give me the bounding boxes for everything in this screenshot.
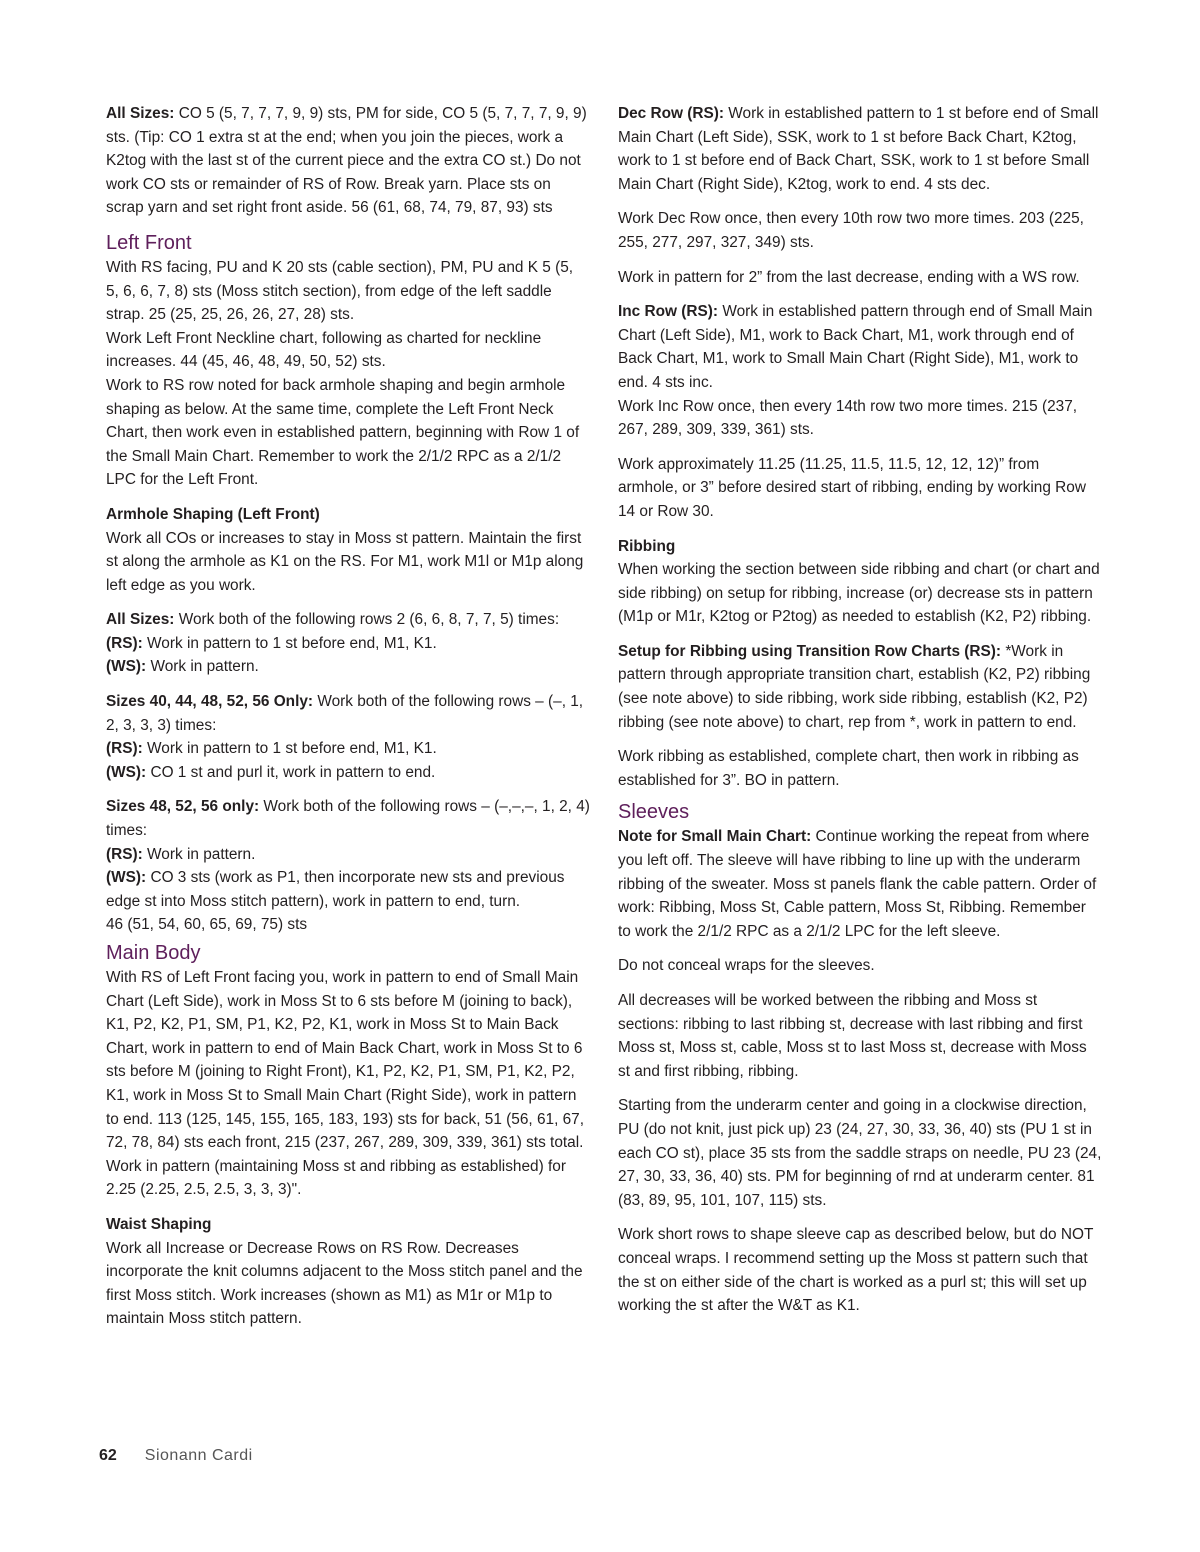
all-sizes-rows-paragraph (106, 608, 590, 679)
armhole-paragraph (106, 503, 590, 597)
armhole-heading: Armhole Shaping (Left Front) (106, 505, 320, 523)
sizes-48-text: Work both of the following rows – (–,–,–, 1, 2, 4) times: (106, 798, 590, 840)
work-2in-paragraph: Work in pattern for 2” from the last decrease, ending with a WS row. (618, 268, 1080, 286)
left-front-line-3: Work to RS row noted for back armhole shaping and begin armhole shaping as below. At the same time, complete the Left Front Neck Chart, then work even in established pattern, beginning with Row 1 of the Small Main Chart. Remember to work the 2/1/2 RPC as a 2/1/2 LPC for the Left Front. (106, 376, 580, 489)
ribbing-text: When working the section between side ribbing and chart (or chart and side ribbing) on setup for ribbing, increase (or) decrease sts in pattern (M1p or M1r, K2tog or P2tog) as needed to establish (K2, P2) ribbing. (618, 561, 1100, 626)
rs-text: Work in pattern to 1 st before end, M1, K1. (142, 634, 437, 652)
short-rows-paragraph: Work short rows to shape sleeve cap as described below, but do NOT conceal wraps. I recommend setting up the Moss st pattern such that the st on either side of the chart is worked as a purl st; this will set up working the st after the W&T as K1. (618, 1226, 1094, 1315)
ribbing-paragraph (618, 535, 1102, 629)
sleeves-note-text: Continue working the repeat from where you left off. The sleeve will have ribbing to line up with the underarm ribbing of the sweater. Moss st panels flank the cable pattern. Order of work: Ribbing, Moss St, Cable pattern, Moss St, Ribbing. Remember to work the 2/1/2 RPC as a 2/1/2 LPC for the left sleeve. (618, 828, 1097, 940)
rs-text: Work in pattern. (142, 845, 256, 863)
left-front-paragraph (106, 256, 590, 492)
sleeves-heading: Sleeves (618, 801, 690, 824)
dec-row-paragraph (618, 102, 1102, 196)
setup-paragraph (618, 640, 1102, 734)
ws-text: CO 1 st and purl it, work in pattern to end. (146, 763, 436, 781)
ws-text: CO 3 sts (work as P1, then incorporate new sts and previous edge st into Moss stitch pattern), work in pattern to end, turn. (106, 869, 565, 910)
rs-label: (RS): (106, 740, 143, 758)
page-footer (99, 1447, 253, 1465)
rs-label: (RS): (106, 634, 143, 652)
main-body-paragraph: With RS of Left Front facing you, work in pattern to end of Small Main Chart (Left Side), work in Moss St to 6 sts before M (joining to back), K1, P2, K2, P1, SM, P1, K2, P2, K1, work in Moss St to Main Back Chart, work in pattern to end of Main Back Chart, work in Moss St to 6 sts before M (joining to Right Front), K1, P2, K2, P1, SM, P1, K2, P2, K1, work in Moss St to Small Main Chart (Right Side), work in pattern to end. 113 (125, 145, 155, 165, 183, 193) sts for back, 51 (56, 61, 67, 72, 78, 84) sts each front, 215 (237, 267, 289, 309, 339, 361) sts total. Work in pattern (maintaining Moss st and ribbing as established) for 2.25 (2.25, 2.5, 2.5, 3, 3, 3)". (106, 969, 585, 1199)
dec-once-paragraph: Work Dec Row once, then every 10th row two more times. 203 (225, 255, 277, 297, 327, 349) sts. (618, 210, 1084, 251)
ws-label: (WS): (106, 658, 147, 676)
setup-label: Setup for Ribbing using Transition Row Charts (RS): (618, 642, 1002, 660)
starting-paragraph: Starting from the underarm center and going in a clockwise direction, PU (do not knit, just pick up) 23 (24, 27, 30, 33, 36, 40) sts (PU 1 st in each CO st), place 35 sts from the saddle straps on needle, PU 23 (24, 27, 30, 33, 36, 40) sts. PM for beginning of rnd at underarm center. 81 (83, 89, 95, 101, 107, 115) sts. (618, 1097, 1102, 1209)
all-sizes-label: All Sizes: (106, 105, 175, 122)
setup-text: *Work in pattern through appropriate transition chart, establish (K2, P2) ribbing (see note above) to side ribbing, work side ribbing, establish (K2, P2) ribbing (see note above) to chart, rep from *, work in pattern to end. (618, 642, 1091, 731)
approx-paragraph: Work approximately 11.25 (11.25, 11.5, 11.5, 12, 12, 12)” from armhole, or 3” before desired start of ribbing, ending by working Row 14 or Row 30. (618, 455, 1086, 520)
ribbing-heading: Ribbing (618, 537, 676, 555)
waist-paragraph (106, 1213, 590, 1331)
ws-label: (WS): (106, 869, 147, 887)
sizes-40-label: Sizes 40, 44, 48, 52, 56 Only: (106, 693, 314, 711)
rs-label: (RS): (106, 845, 143, 863)
sleeves-note-paragraph (618, 825, 1102, 943)
inc-row-label: Inc Row (RS): (618, 303, 719, 321)
waist-text: Work all Increase or Decrease Rows on RS Row. Decreases incorporate the knit columns adjacent to the Moss stitch panel and the first Moss stitch. Work increases (shown as M1) as M1r or M1p to maintain Moss stitch pattern. (106, 1239, 583, 1328)
page-number: 62 (99, 1447, 117, 1464)
ws-label: (WS): (106, 763, 147, 781)
stitch-count: 46 (51, 54, 60, 65, 69, 75) sts (106, 916, 308, 934)
inc-row-paragraph (618, 300, 1102, 394)
inc-row-text: Work in established pattern through end of Small Main Chart (Left Side), M1, work to Back Chart, M1, work through end of Back Chart, M1, work to Small Main Chart (Right Side), M1, work to end. 4 sts inc. (618, 303, 1093, 391)
right-column (618, 102, 1102, 1329)
left-front-heading: Left Front (106, 231, 192, 254)
left-front-line-1: With RS facing, PU and K 20 sts (cable section), PM, PU and K 5 (5, 5, 6, 6, 7, 8) sts (Moss stitch section), from edge of the left saddle strap. 25 (25, 25, 26, 26, 27, 28) sts. (106, 258, 574, 324)
dec-row-label: Dec Row (RS): (618, 105, 725, 122)
ws-text: Work in pattern. (146, 658, 259, 676)
all-sizes-rows-text: Work both of the following rows 2 (6, 6, 8, 7, 7, 5) times: (174, 611, 560, 629)
main-body-heading: Main Body (106, 942, 201, 964)
sizes-40-text: Work both of the following rows – (–, 1, 2, 3, 3, 3) times: (106, 693, 584, 734)
all-sizes-paragraph (106, 102, 590, 220)
left-column (106, 102, 590, 1342)
work-ribbing-paragraph: Work ribbing as established, complete chart, then work in ribbing as established for 3”. BO in pattern. (618, 748, 1079, 789)
sizes-48-paragraph (106, 795, 590, 937)
sizes-40-paragraph (106, 690, 590, 784)
sizes-48-label: Sizes 48, 52, 56 only: (106, 798, 260, 816)
inc-once-paragraph: Work Inc Row once, then every 14th row two more times. 215 (237, 267, 289, 309, 339, 361) sts. (618, 397, 1078, 439)
dec-row-text: Work in established pattern to 1 st before end of Small Main Chart (Left Side), SSK, work to 1 st before Back Chart, K2tog, work to 1 st before end of Back Chart, SSK, work to 1 st before Small Main Chart (Right Side), K2tog, work to end. 4 sts dec. (618, 105, 1099, 193)
all-sizes-text: CO 5 (5, 7, 7, 7, 9, 9) sts, PM for side, CO 5 (5, 7, 7, 7, 9, 9) sts. (Tip: CO 1 extra st at the end; when you join the pieces, work a K2tog with the last st of the current piece and the extra CO st.) Do not work CO sts or remainder of RS of Row. Break yarn. Place sts on scrap yarn and set right front aside. 56 (61, 68, 74, 79, 87, 93) sts (106, 105, 587, 217)
sleeves-note-label: Note for Small Main Chart: (618, 828, 812, 846)
left-front-line-2: Work Left Front Neckline chart, following as charted for neckline increases. 44 (45, 46, 48, 49, 50, 52) sts. (106, 329, 542, 371)
book-title: Sionann Cardi (144, 1447, 253, 1464)
waist-heading: Waist Shaping (106, 1215, 212, 1233)
rs-text: Work in pattern to 1 st before end, M1, K1. (142, 740, 437, 758)
conceal-paragraph: Do not conceal wraps for the sleeves. (618, 957, 875, 975)
all-sizes-rows-label: All Sizes: (106, 611, 175, 629)
armhole-text: Work all COs or increases to stay in Moss st pattern. Maintain the first st along the armhole as K1 on the RS. For M1, work M1l or M1p along left edge as you work. (106, 529, 584, 594)
all-dec-paragraph: All decreases will be worked between the ribbing and Moss st sections: ribbing to last ribbing st, decrease with last ribbing and first Moss st, Moss st, cable, Moss st to last Moss st, decrease with Moss st and first ribbing, ribbing. (618, 992, 1087, 1080)
